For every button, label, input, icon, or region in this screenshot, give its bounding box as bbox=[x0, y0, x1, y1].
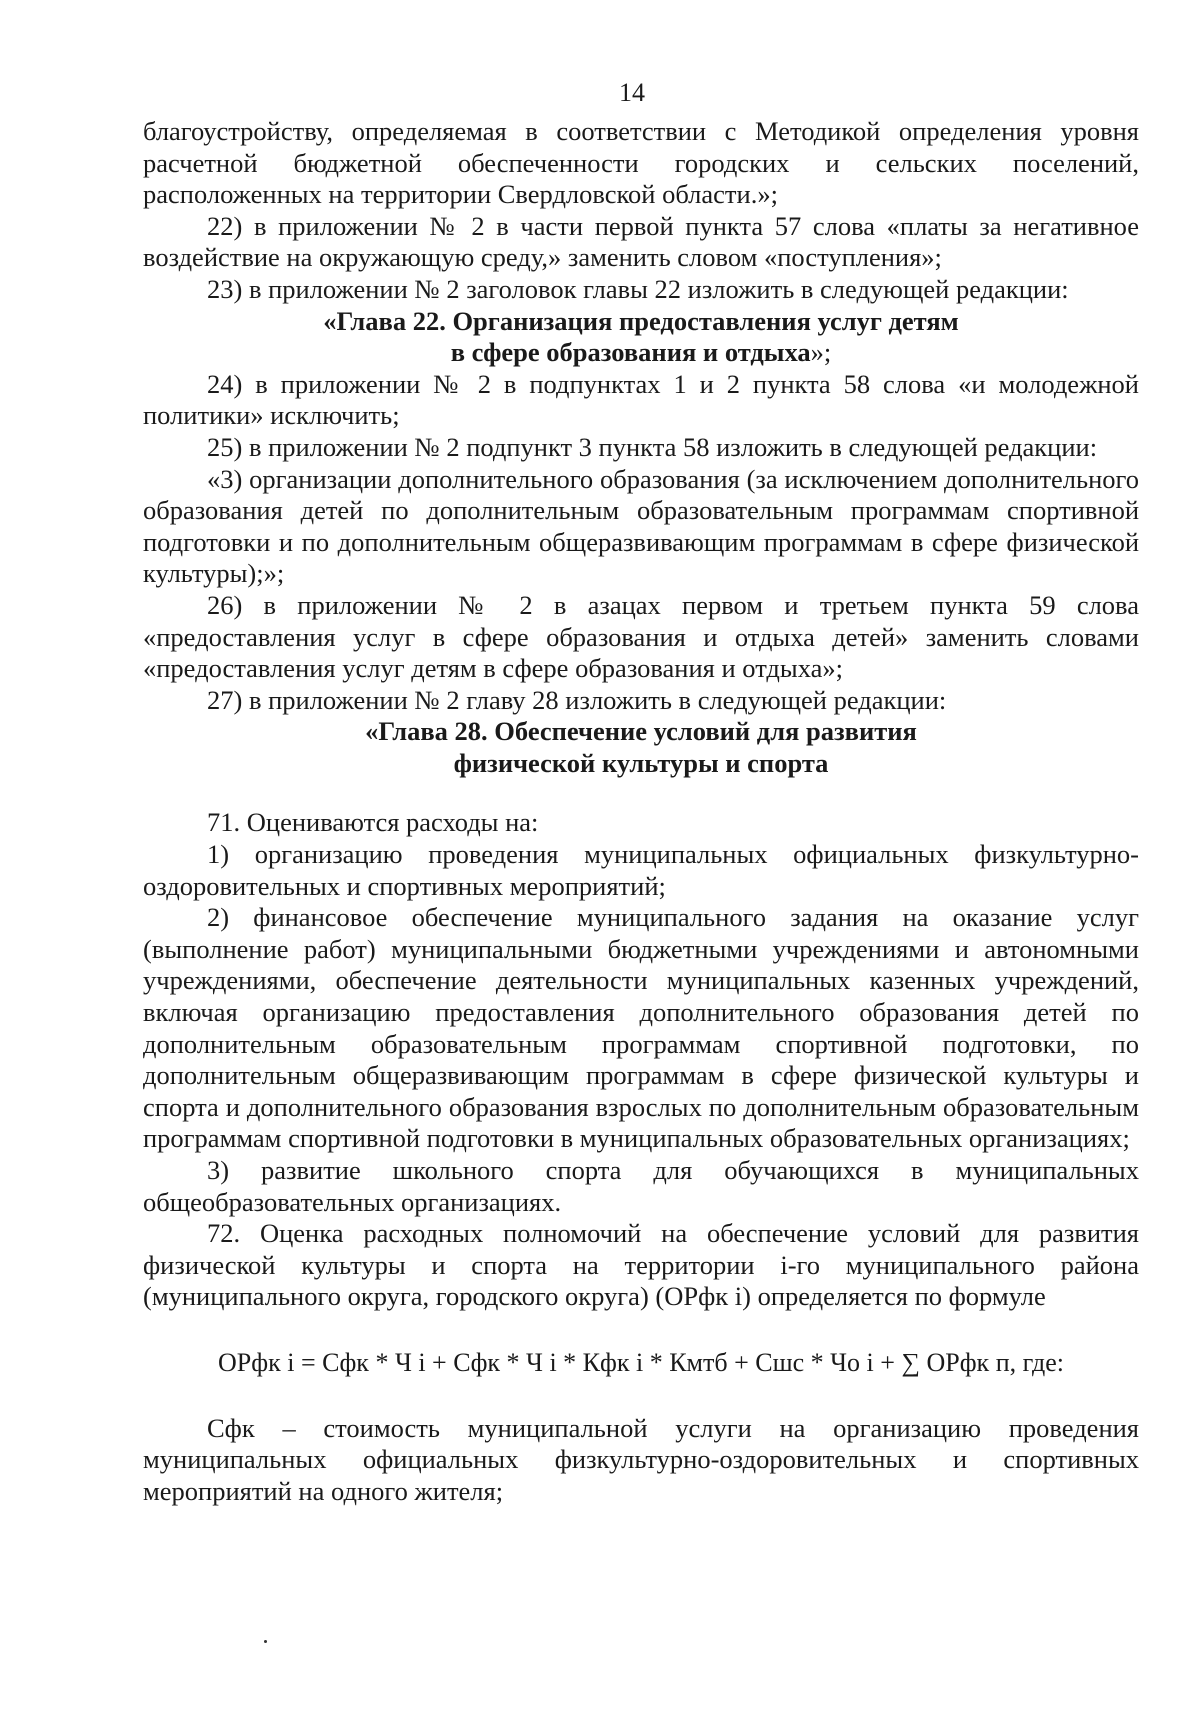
spacer bbox=[143, 1379, 1139, 1413]
paragraph-item-27: 27) в приложении № 2 главу 28 изложить в следующей редакции: bbox=[207, 684, 947, 715]
paragraph-item-26: 26) в приложении № 2 в азацах первом и третьем пункта 59 слова «предоставления услуг в сфере образования и отдыха детей» заменить словами «предоставления услуг детям в сфере образования и отдыха»; bbox=[143, 589, 1139, 684]
paragraph-definition-sfk: Сфк – стоимость муниципальной услуги на организацию проведения муниципальных официальных физкультурно-оздоровительных и спортивных мероприятий на одного жителя; bbox=[143, 1412, 1139, 1506]
paragraph-71-2: 2) финансовое обеспечение муниципального задания на оказание услуг (выполнение работ) муниципальными бюджетными учреждениями и автономными учреждениями, обеспечение деятельности муниципальных казенных учреждений, включая организацию предоставления дополнительного образования детей по дополнительным образовательным программам спортивной подготовки, по дополнительным общеразвивающим программам в сфере физической культуры и спорта и дополнительного образования взрослых по дополнительным образовательным программам спортивной подготовки в муниципальных образовательных организациях; bbox=[143, 902, 1139, 1154]
paragraph-continuation: благоустройству, определяемая в соответствии с Методикой определения уровня расчетной бюджетной обеспеченности городских и сельских поселений, расположенных на территории Свердловской области.»; bbox=[143, 116, 1139, 210]
page-number: 14 bbox=[619, 78, 645, 107]
paragraph-item-22: 22) в приложении № 2 в части первой пункта 57 слова «платы за негативное воздействие на окружающую среду,» заменить словом «поступления»; bbox=[143, 210, 1139, 273]
chapter-22-heading-suffix: »; bbox=[810, 337, 832, 368]
chapter-28-heading bbox=[143, 716, 1139, 779]
chapter-22-heading bbox=[143, 306, 1139, 369]
paragraph-72: 72. Оценка расходных полномочий на обеспечение условий для развития физической культуры и спорта на территории i-го муниципального района (муниципального округа, городского округа) (ОРфк i) определяется по формуле bbox=[143, 1218, 1139, 1312]
paragraph-71-1: 1) организацию проведения муниципальных официальных физкультурно-оздоровительных и спортивных мероприятий; bbox=[143, 839, 1139, 901]
chapter-22-heading-line2: в сфере образования и отдыха bbox=[450, 337, 811, 368]
spacer bbox=[143, 779, 1139, 807]
document-body bbox=[143, 116, 1139, 1507]
chapter-28-heading-line2: физической культуры и спорта bbox=[453, 747, 829, 778]
paragraph-item-24: 24) в приложении № 2 в подпунктах 1 и 2 пункта 58 слова «и молодежной политики» исключить; bbox=[143, 368, 1139, 431]
scan-speck bbox=[264, 1640, 267, 1643]
paragraph-item-25: 25) в приложении № 2 подпункт 3 пункта 58 изложить в следующей редакции: bbox=[207, 431, 1098, 462]
spacer bbox=[143, 1313, 1139, 1347]
chapter-22-heading-line1: «Глава 22. Организация предоставления услуг детям bbox=[323, 305, 959, 336]
paragraph-quote-3: «3) организации дополнительного образования (за исключением дополнительного образования детей по дополнительным образовательным программам спортивной подготовки и по дополнительным общеразвивающим программам в сфере физической культуры);»; bbox=[143, 463, 1139, 589]
paragraph-item-23: 23) в приложении № 2 заголовок главы 22 изложить в следующей редакции: bbox=[207, 273, 1069, 304]
paragraph-71: 71. Оцениваются расходы на: bbox=[207, 807, 539, 838]
formula: ОРфк i = Сфк * Ч i + Сфк * Ч i * Кфк i * Кмтб + Сшс * Чо i + ∑ ОРфк п, где: bbox=[218, 1347, 1064, 1377]
paragraph-71-3: 3) развитие школьного спорта для обучающихся в муниципальных общеобразовательных организациях. bbox=[143, 1155, 1139, 1217]
chapter-28-heading-line1: «Глава 28. Обеспечение условий для развития bbox=[365, 716, 917, 747]
